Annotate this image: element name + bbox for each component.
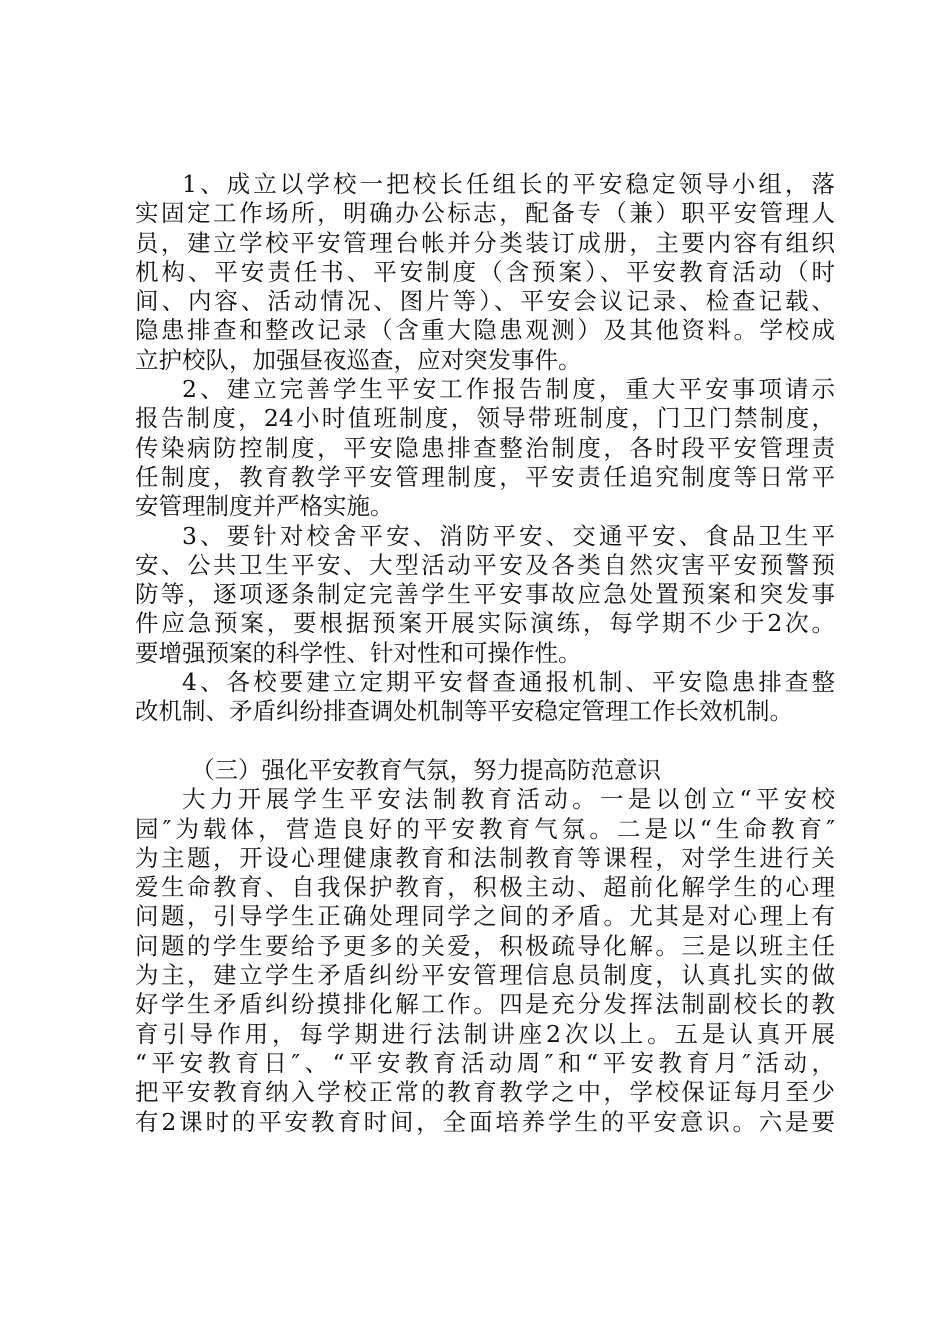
paragraph-2 (135, 375, 835, 521)
text-line: 安管理制度并严格实施。 (135, 492, 394, 521)
text-line: 3、要针对校舍平安、消防平安、交通平安、食品卫生平 (182, 521, 835, 550)
text-line: 立护校队，加强昼夜巡查，应对突发事件。 (135, 345, 582, 374)
text-line: 报告制度，24小时值班制度，领导带班制度，门卫门禁制度， (135, 404, 835, 433)
section-heading: （三）强化平安教育气氛，努力提高防范意识 (191, 755, 661, 784)
text-line: 爱生命教育、自我保护教育，积极主动、超前化解学生的心理 (135, 873, 835, 902)
paragraph-gap (135, 727, 835, 756)
text-line: 安、公共卫生平安、大型活动平安及各类自然灾害平安预警预 (135, 550, 835, 579)
text-line: 任制度，教育教学平安管理制度，平安责任追究制度等日常平 (135, 462, 835, 491)
text-line: 育引导作用，每学期进行法制讲座2次以上。五是认真开展 (135, 1019, 835, 1048)
text-line: 隐患排查和整改记录（含重大隐患观测）及其他资料。学校成 (135, 316, 835, 345)
text-line: 2、建立完善学生平安工作报告制度，重大平安事项请示 (182, 375, 835, 404)
paragraph-3 (135, 522, 835, 668)
text-line: 员，建立学校平安管理台帐并分类装订成册，主要内容有组织 (135, 228, 835, 257)
text-line: 园″为载体，营造良好的平安教育气氛。二是以“生命教育″ (135, 814, 835, 843)
text-line: “平安教育日″、“平安教育活动周″和“平安教育月″活动， (135, 1048, 835, 1077)
text-line: 改机制、矛盾纠纷排查调处机制等平安稳定管理工作长效机制。 (135, 697, 793, 726)
paragraph-4 (135, 668, 835, 727)
text-line: 间、内容、活动情况、图片等）、平安会议记录、检查记载、 (135, 287, 835, 316)
document-body (135, 170, 835, 1137)
text-line: 有2课时的平安教育时间，全面培养学生的平安意识。六是要 (135, 1107, 835, 1136)
text-line: 为主题，开设心理健康教育和法制教育等课程，对学生进行关 (135, 843, 835, 872)
text-line: 件应急预案，要根据预案开展实际演练，每学期不少于2次。 (135, 609, 835, 638)
text-line: 要增强预案的科学性、针对性和可操作性。 (135, 638, 582, 667)
text-line: 防等，逐项逐条制定完善学生平安事故应急处置预案和突发事 (135, 580, 835, 609)
text-line: 机构、平安责任书、平安制度（含预案）、平安教育活动（时 (135, 257, 835, 286)
text-line: 问题，引导学生正确处理同学之间的矛盾。尤其是对心理上有 (135, 902, 835, 931)
paragraph-5 (135, 785, 835, 1137)
text-line: 4、各校要建立定期平安督查通报机制、平安隐患排查整 (182, 668, 835, 697)
text-line: 传染病防控制度，平安隐患排查整治制度，各时段平安管理责 (135, 433, 835, 462)
text-line: 为主，建立学生矛盾纠纷平安管理信息员制度，认真扎实的做 (135, 961, 835, 990)
text-line: 1、成立以学校一把校长任组长的平安稳定领导小组，落 (182, 170, 835, 198)
text-line: 问题的学生要给予更多的关爱，积极疏导化解。三是以班主任 (135, 931, 835, 960)
text-line: 大力开展学生平安法制教育活动。一是以创立“平安校 (182, 785, 835, 814)
text-line: 实固定工作场所，明确办公标志，配备专（兼）职平安管理人 (135, 199, 835, 228)
paragraph-1 (135, 170, 835, 375)
text-line: 好学生矛盾纠纷摸排化解工作。四是充分发挥法制副校长的教 (135, 990, 835, 1019)
text-line: 把平安教育纳入学校正常的教育教学之中，学校保证每月至少 (135, 1078, 835, 1107)
